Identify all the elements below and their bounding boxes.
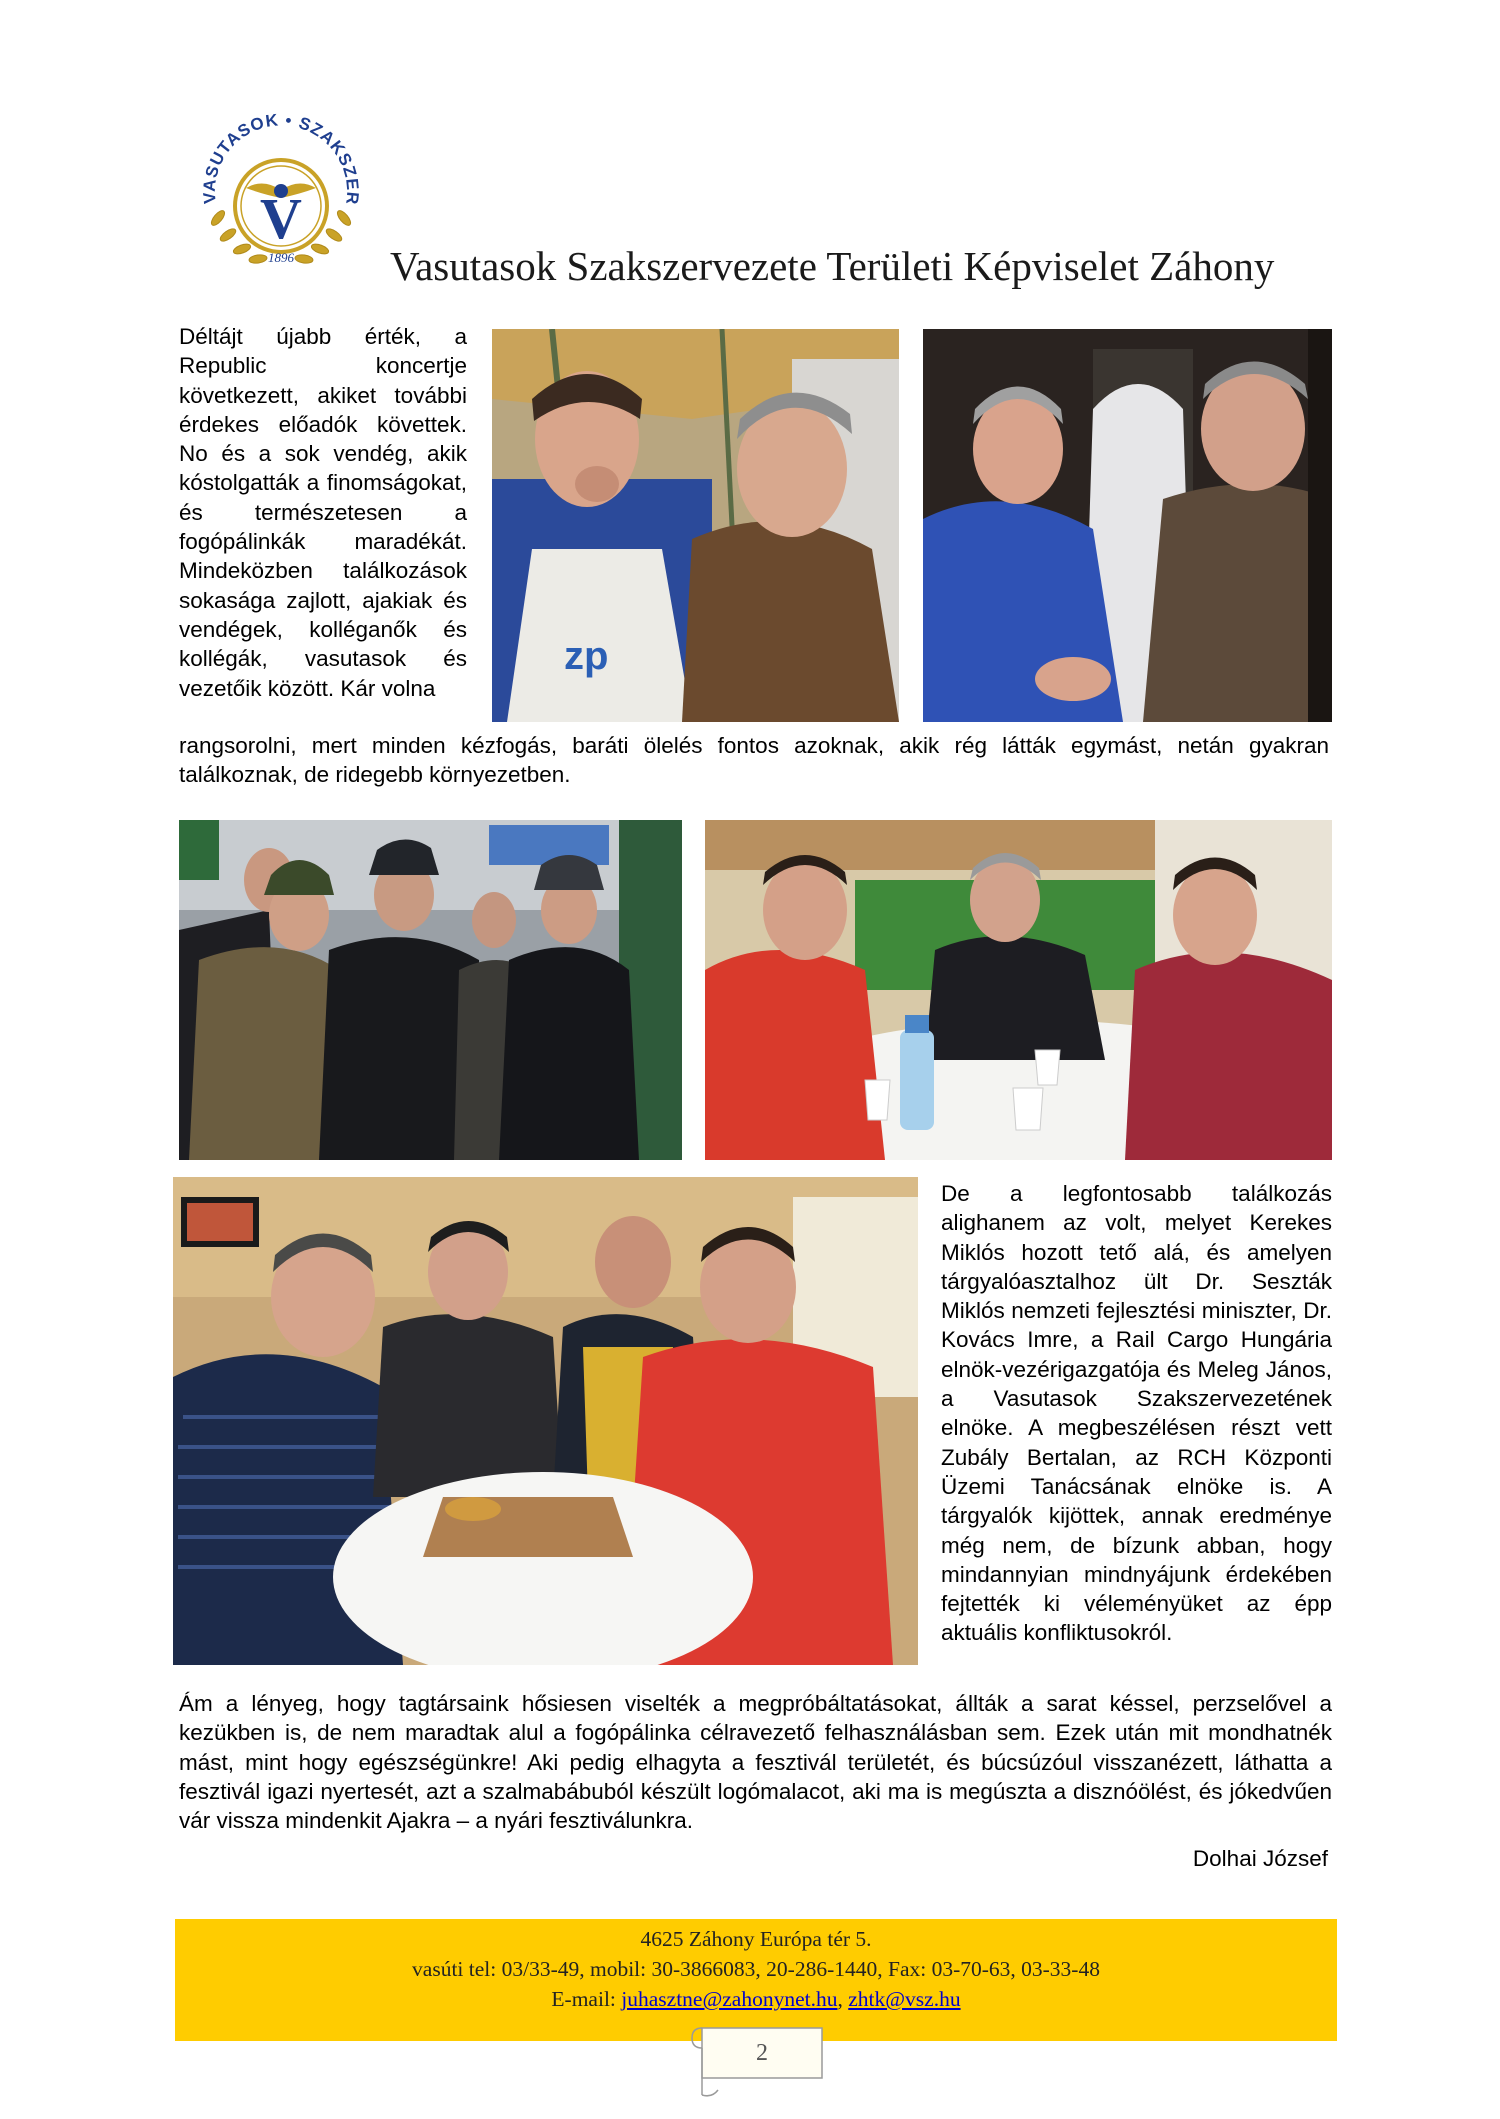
footer-phones: vasúti tel: 03/33-49, mobil: 30-3866083, 20-286-1440, Fax: 03-70-63, 03-33-48 [412,1957,1100,1981]
author-signature: Dolhai József [1192,1846,1328,1871]
svg-text:2: 2 [756,2040,768,2066]
page-number-scroll [690,2020,830,2100]
photo-table-meeting [705,820,1332,1160]
article-paragraph-3: Ám a lényeg, hogy tagtársaink hősiesen viselték a megpróbáltatásokat, állták a sarat késsel, perzselővel a kezükben is, de nem maradtak alul a fogópálinka célravezető felhasználásban sem. Ezek után mit mondhatnék mást, mint hogy egészségünkre! Aki pedig elhagyta a fesztivál területét, és búcsúzóul visszanézett, láthatta a fesztivál igazi nyertesét, azt a szalmabábuból készült logómalacot, aki ma is megúszta a disznóölést, és jókedvűen vár vissza mindenkit Ajakra – a nyári fesztiválunkra. [179,1691,1332,1834]
footer-address: 4625 Záhony Európa tér 5. [640,1927,872,1951]
union-logo [188,98,374,278]
email-link-2[interactable]: zhtk@vsz.hu [848,1987,961,2011]
svg-text:zp: zp [564,634,609,678]
page-title: Vasutasok Szakszervezete Területi Képviselet Záhony [390,243,1275,289]
article-paragraph-1: Déltájt újabb érték, a Republic koncertje következett, akiket további érdekes előadók követtek. No és a sok vendég, akik kóstolgatták a finomságokat, és természetesen a fogópálinkák maradékát. Mindeközben találkozások sokasága zajlott, ajakiak és vendégek, kolléganők és kollégák, vasutasok és vezetőik között. Kár volna [179,324,467,701]
email-label: E-mail: [551,1987,616,2011]
photo-apron-man [492,329,899,722]
article-paragraph-1-continued: rangsorolni, mert minden kézfogás, baráti ölelés fontos azoknak, akik rég látták egymást, netán gyakran találkoznak, de ridegebb környezetben. [179,733,1329,788]
svg-text:VASUTASOK • SZAKSZERVEZETE: VASUTASOK • SZAKSZER [199,110,363,206]
svg-text:1896: 1896 [268,250,294,265]
email-link-1[interactable]: juhasztne@zahonynet.hu [621,1987,838,2011]
photo-handshake [923,329,1332,722]
photo-round-table [173,1177,918,1665]
svg-text:V: V [260,186,302,251]
footer-email-line [175,1984,1337,2014]
photo-outdoor-group [179,820,682,1160]
article-paragraph-2: De a legfontosabb találkozás alighanem az volt, melyet Kerekes Miklós hozott tető alá, és amelyen tárgyalóasztalhoz ült Dr. Seszták Miklós nemzeti fejlesztési miniszter, Dr. Kovács Imre, a Rail Cargo Hungária elnök-vezérigazgatója és Meleg János, a Vasutasok Szakszervezetének elnöke. A megbeszélésen részt vett Zubály Bertalan, az RCH Központi Üzemi Tanácsának elnöke is. A tárgyalók kijöttek, annak eredménye még nem, de bízunk abban, hogy mindannyian mindnyájunk érdekében fejtették ki véleményüket az épp aktuális konfliktusokról. [941,1181,1332,1646]
email-separator: , [837,1987,843,2011]
